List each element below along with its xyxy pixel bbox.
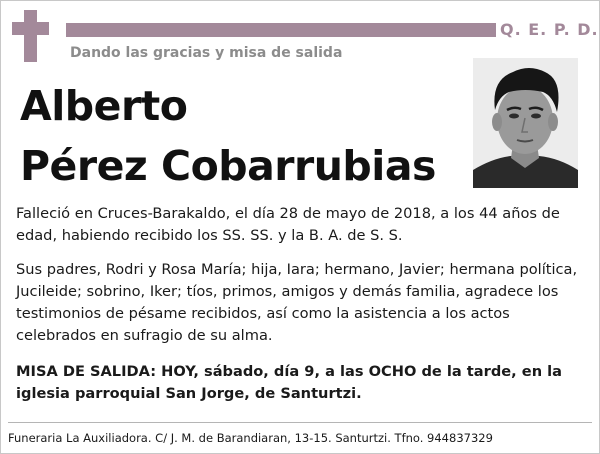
header-bar (66, 23, 496, 37)
portrait-photo (473, 58, 578, 188)
qepd-label: Q. E. P. D. (500, 20, 599, 39)
death-notice-paragraph: Falleció en Cruces-Barakaldo, el día 28 de mayo de 2018, a los 44 años de edad, habiendo recibido los SS. SS. y la B. A. de S. S. (16, 205, 560, 244)
last-name: Pérez Cobarrubias (20, 142, 436, 190)
family-paragraph: Sus padres, Rodri y Rosa María; hija, Iara; hermano, Javier; hermana política, Jucileide; sobrino, Iker; tíos, primos, amigos y demás familia, agradece los testimonios de pésame recibidos, así como la asistencia a los actos celebrados en sufragio de su alma. (16, 261, 578, 344)
footer-divider (8, 422, 592, 423)
cross-icon (12, 10, 49, 62)
mass-notice: MISA DE SALIDA: HOY, sábado, día 9, a las OCHO de la tarde, en la iglesia parroquial San Jorge, de Santurtzi. (16, 363, 563, 402)
first-name: Alberto (20, 82, 188, 130)
funeral-home-footer: Funeraria La Auxiliadora. C/ J. M. de Barandiaran, 13-15. Santurtzi. Tfno. 944837329 (8, 431, 493, 445)
subtitle: Dando las gracias y misa de salida (70, 45, 343, 61)
